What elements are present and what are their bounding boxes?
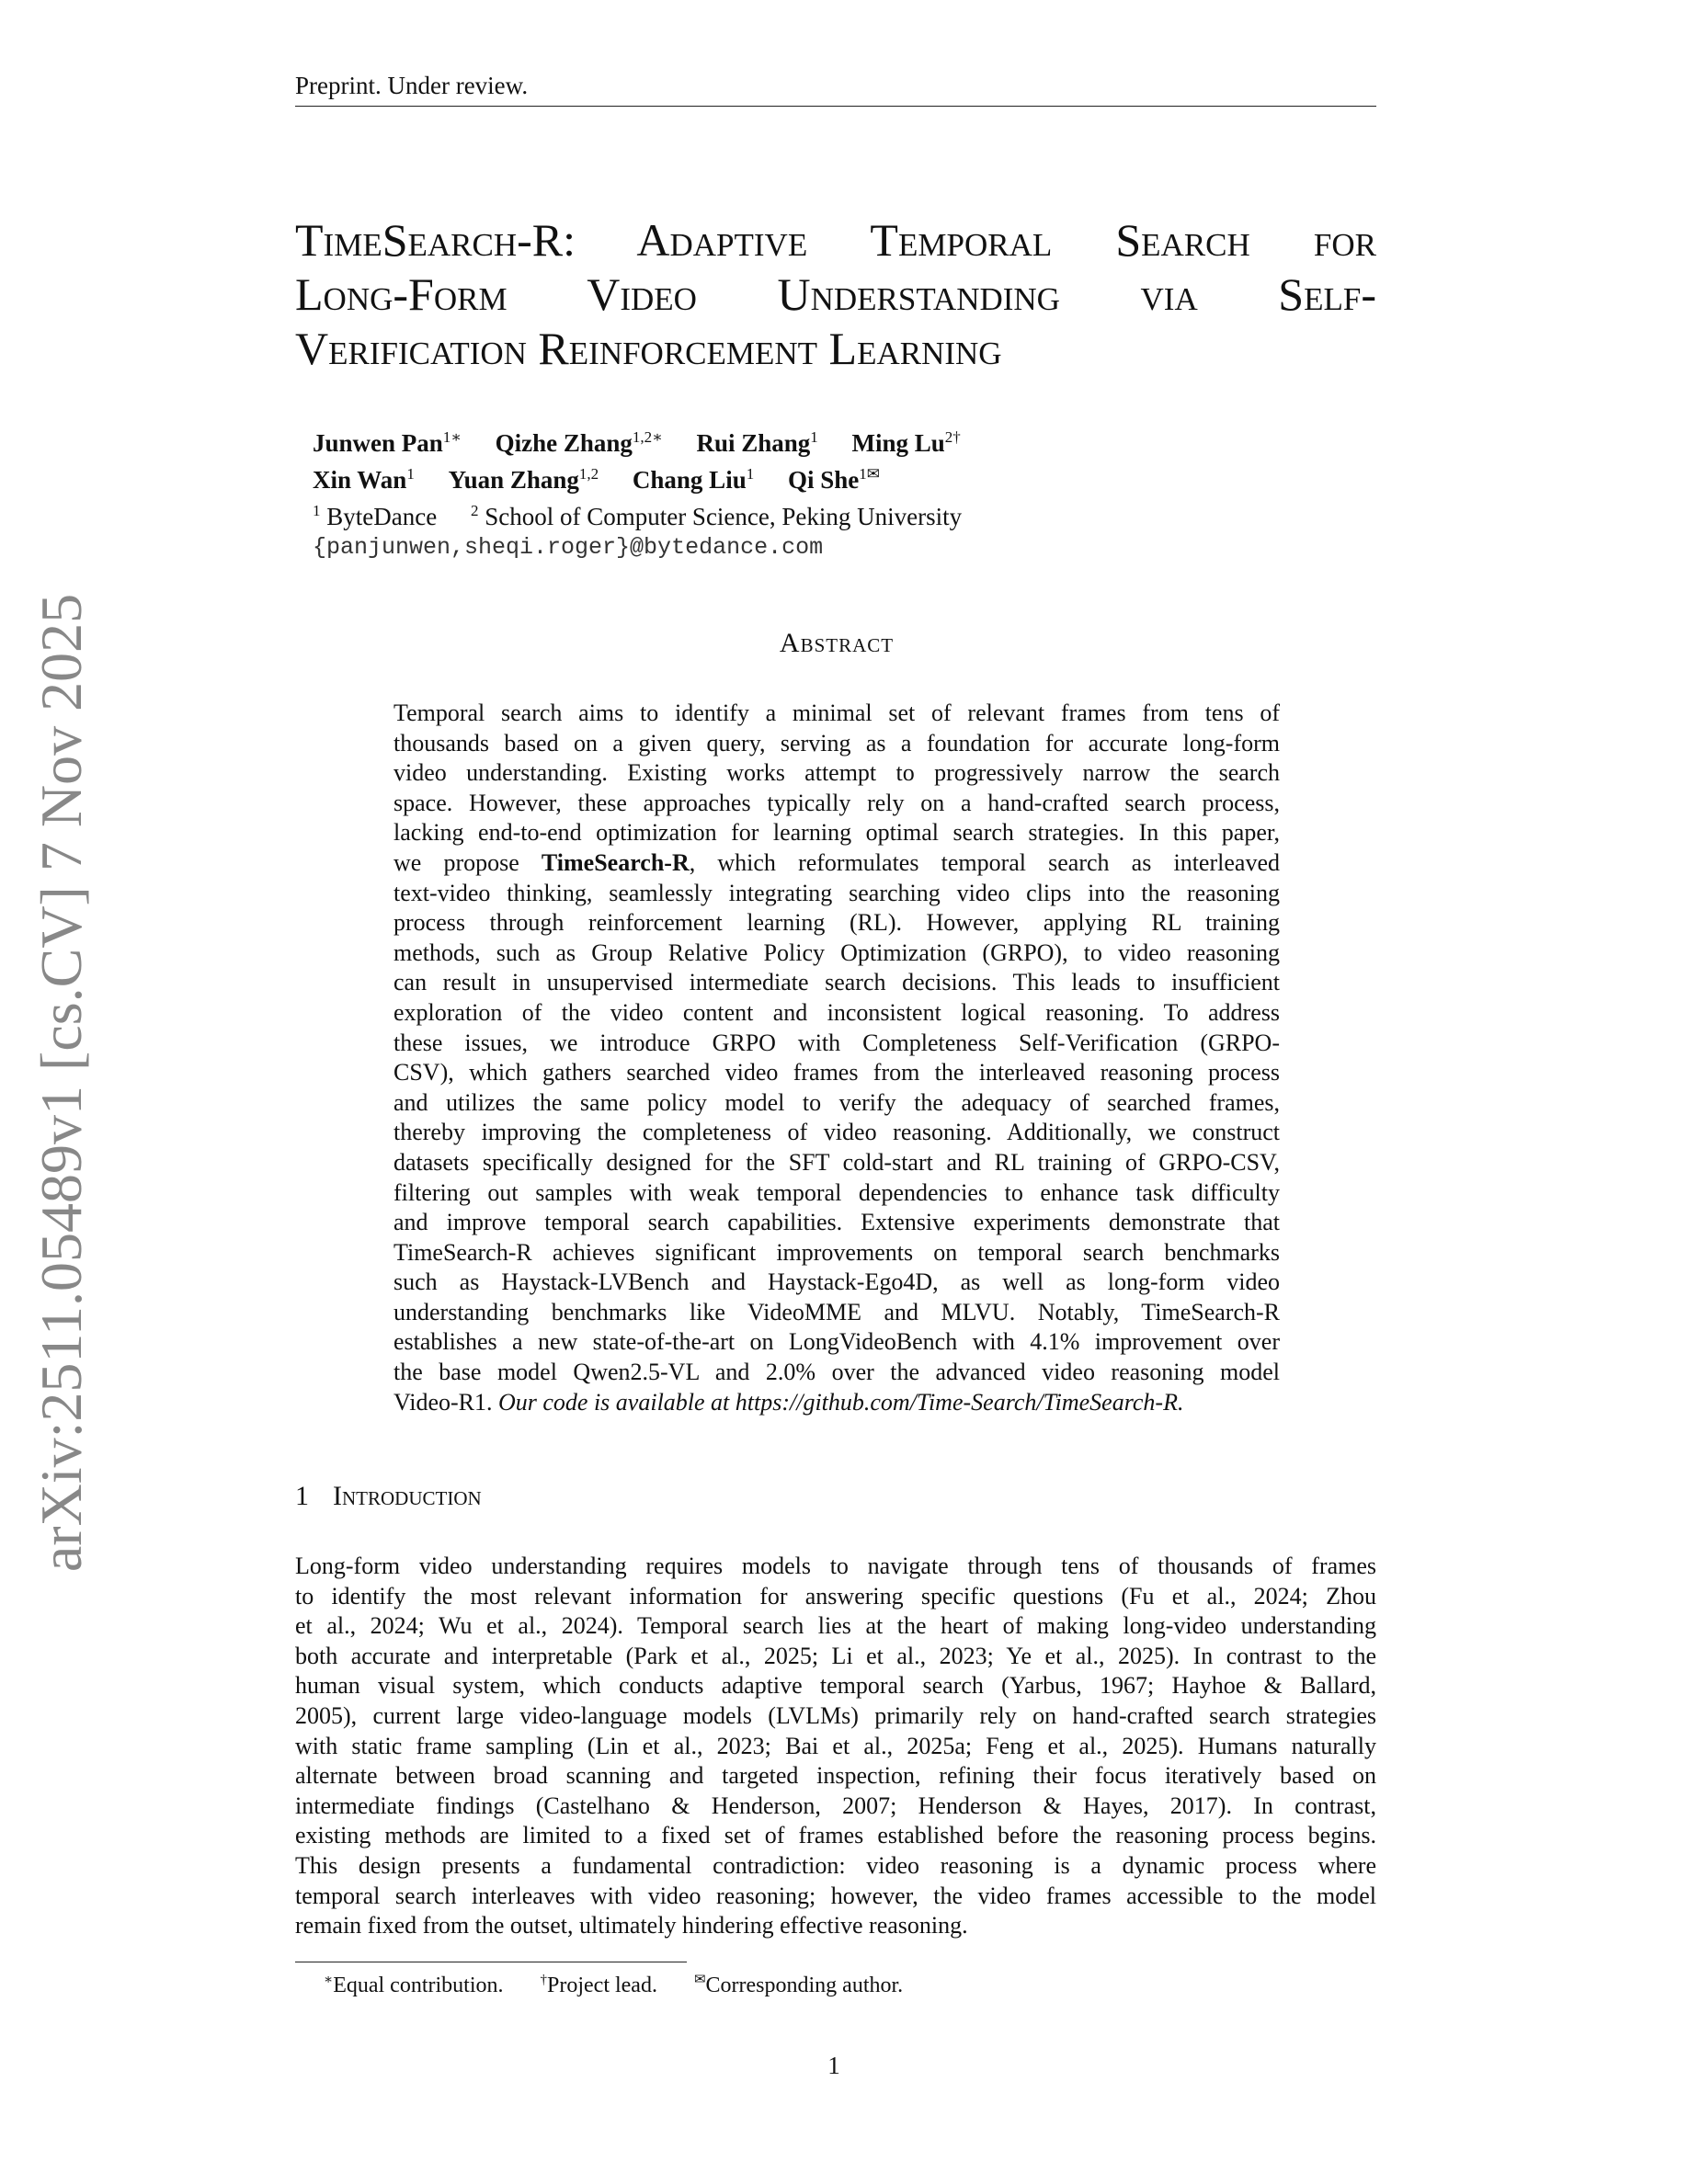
title-line: Long-Form Video Understanding via Self-	[295, 268, 1376, 320]
text-line: thousands based on a given query, serving as a foundation for accurate long-form	[393, 729, 1280, 756]
author	[696, 429, 817, 457]
author-sup: 1,2	[578, 465, 599, 483]
footnote-mark: †	[540, 1973, 547, 1987]
author-sup: 2†	[944, 428, 961, 446]
author-row	[313, 422, 989, 459]
author-sup: 1	[810, 428, 818, 446]
text-line: intermediate findings (Castelhano & Henderson, 2007; Henderson & Hayes, 2017). In contrast,	[295, 1792, 1376, 1819]
author-name: Qi She	[787, 466, 860, 494]
title-line: TimeSearch-R: Adaptive Temporal Search for	[295, 214, 1376, 266]
affiliation-sup: 1	[313, 502, 321, 519]
author-name: Xin Wan	[313, 466, 407, 494]
author-sup: 1,2∗	[632, 428, 663, 446]
italic-text: Our code is available at https://github.com/Time-Search/TimeSearch-R.	[497, 1388, 1184, 1416]
header-rule	[295, 106, 1376, 107]
affiliations	[313, 495, 989, 532]
author	[633, 466, 754, 494]
affiliation-name: ByteDance	[326, 503, 438, 530]
bold-text: TimeSearch-R	[541, 848, 690, 876]
author-name: Rui Zhang	[696, 429, 811, 457]
section-title: Introduction	[333, 1481, 482, 1511]
footnote-mark: ✉	[693, 1973, 706, 1987]
footnote-text: Equal contribution.	[333, 1974, 504, 1997]
running-header: Preprint. Under review.	[295, 72, 529, 99]
text-line: lacking end-to-end optimization for learning optimal search strategies. In this paper,	[393, 819, 1280, 847]
text-line: alternate between broad scanning and targeted inspection, refining their focus iteratively based on	[295, 1762, 1376, 1790]
text-line: Temporal search aims to identify a minimal set of relevant frames from tens of	[393, 700, 1280, 726]
text-line: temporal search interleaves with video reasoning; however, the video frames accessible to the model	[295, 1882, 1376, 1909]
author	[496, 429, 663, 457]
text-line: space. However, these approaches typically rely on a hand-crafted search process,	[393, 789, 1280, 816]
author	[852, 429, 961, 457]
title-line: Verification Reinforcement Learning	[295, 323, 1002, 374]
text-line: both accurate and interpretable (Park et al., 2025; Li et al., 2023; Ye et al., 2025). In contrast to the	[295, 1642, 1376, 1669]
text-line: This design presents a fundamental contradiction: video reasoning is a dynamic process where	[295, 1851, 1376, 1879]
footnotes	[324, 1971, 934, 1998]
text-line: and improve temporal search capabilities. Extensive experiments demonstrate that	[393, 1209, 1280, 1236]
text-line: these issues, we introduce GRPO with Completeness Self-Verification (GRPO-	[393, 1029, 1280, 1056]
affiliation	[471, 503, 962, 530]
text-line: video understanding. Existing works attempt to progressively narrow the search	[393, 759, 1280, 787]
text-line: 2005), current large video-language models (LVLMs) primarily rely on hand-crafted search strategies	[295, 1701, 1376, 1729]
text-line: thereby improving the completeness of video reasoning. Additionally, we construct	[393, 1119, 1280, 1146]
author-sup: 1∗	[442, 428, 462, 446]
text-line: establishes a new state-of-the-art on LongVideoBench with 4.1% improvement over	[393, 1328, 1280, 1356]
contact-email[interactable]: {panjunwen,sheqi.roger}@bytedance.com	[313, 534, 824, 561]
author	[313, 466, 415, 494]
text-line: human visual system, which conducts adaptive temporal search (Yarbus, 1967; Hayhoe & Ballard,	[295, 1672, 1376, 1700]
introduction-body	[295, 1552, 1376, 1941]
author-name: Yuan Zhang	[448, 466, 579, 494]
author	[449, 466, 599, 494]
text-line: datasets specifically designed for the SFT cold-start and RL training of GRPO-CSV,	[393, 1148, 1280, 1176]
author-name: Ming Lu	[851, 429, 945, 457]
affiliation-sup: 2	[470, 502, 479, 519]
text-line: filtering out samples with weak temporal dependencies to enhance task difficulty	[393, 1178, 1280, 1206]
author-name: Junwen Pan	[313, 429, 443, 457]
text-line: Long-form video understanding requires models to navigate through tens of thousands of frames	[295, 1553, 1376, 1579]
text-line	[393, 848, 1280, 879]
text-segment: , which reformulates temporal search as interleaved	[689, 848, 1280, 876]
author-sup: 1	[406, 465, 415, 483]
abstract-body	[393, 699, 1280, 1417]
text-line: can result in unsupervised intermediate search decisions. This leads to insufficient	[393, 969, 1280, 996]
text-line: the base model Qwen2.5-VL and 2.0% over the advanced video reasoning model	[393, 1359, 1280, 1386]
paper-title	[295, 213, 1376, 376]
footnote	[324, 1974, 504, 1997]
author-name: Qizhe Zhang	[495, 429, 633, 457]
abstract-heading: Abstract	[779, 628, 895, 658]
author-name: Chang Liu	[632, 466, 747, 494]
text-line: CSV), which gathers searched video frames from the interleaved reasoning process	[393, 1059, 1280, 1086]
text-line: understanding benchmarks like VideoMME and MLVU. Notably, TimeSearch-R	[393, 1298, 1280, 1325]
section-number: 1	[295, 1481, 309, 1511]
page-number: 1	[827, 2052, 840, 2079]
text-line: with static frame sampling (Lin et al., 2023; Bai et al., 2025a; Feng et al., 2025). Humans naturally	[295, 1732, 1376, 1759]
footnote	[541, 1974, 657, 1997]
footnote-text: Corresponding author.	[705, 1974, 904, 1997]
text-line: to identify the most relevant information for answering specific questions (Fu et al., 2024; Zhou	[295, 1582, 1376, 1610]
text-line: methods, such as Group Relative Policy Optimization (GRPO), to video reasoning	[393, 938, 1280, 966]
text-line	[393, 1388, 1280, 1418]
section-heading-introduction	[295, 1481, 482, 1512]
text-line: remain fixed from the outset, ultimately hindering effective reasoning.	[295, 1912, 968, 1939]
author-row	[313, 459, 989, 495]
author-sup: 1✉	[859, 465, 880, 483]
text-line: et al., 2024; Wu et al., 2024). Temporal search lies at the heart of making long-video understanding	[295, 1612, 1376, 1640]
affiliation-name: School of Computer Science, Peking University	[485, 503, 963, 530]
text-line: exploration of the video content and inconsistent logical reasoning. To address	[393, 998, 1280, 1026]
text-line: TimeSearch-R achieves significant improvements on temporal search benchmarks	[393, 1238, 1280, 1266]
author-block	[313, 422, 989, 563]
footnote	[694, 1974, 903, 1997]
text-line: and utilizes the same policy model to verify the adequacy of searched frames,	[393, 1088, 1280, 1116]
footnote-mark: ∗	[324, 1973, 334, 1987]
arxiv-stamp: arXiv:2511.05489v1 [cs.CV] 7 Nov 2025	[29, 593, 94, 1573]
author	[788, 466, 880, 494]
author-sup: 1	[746, 465, 755, 483]
author	[313, 429, 462, 457]
text-line: such as Haystack-LVBench and Haystack-Ego4D, as well as long-form video	[393, 1268, 1280, 1296]
text-line: existing methods are limited to a fixed set of frames established before the reasoning process begins.	[295, 1822, 1376, 1849]
text-line: text-video thinking, seamlessly integrating searching video clips into the reasoning	[393, 879, 1280, 906]
footnote-text: Project lead.	[547, 1974, 657, 1997]
affiliation	[313, 503, 437, 530]
text-segment: we propose	[393, 848, 542, 876]
text-segment: Video-R1.	[393, 1388, 498, 1416]
text-line: process through reinforcement learning (RL). However, applying RL training	[393, 909, 1280, 937]
